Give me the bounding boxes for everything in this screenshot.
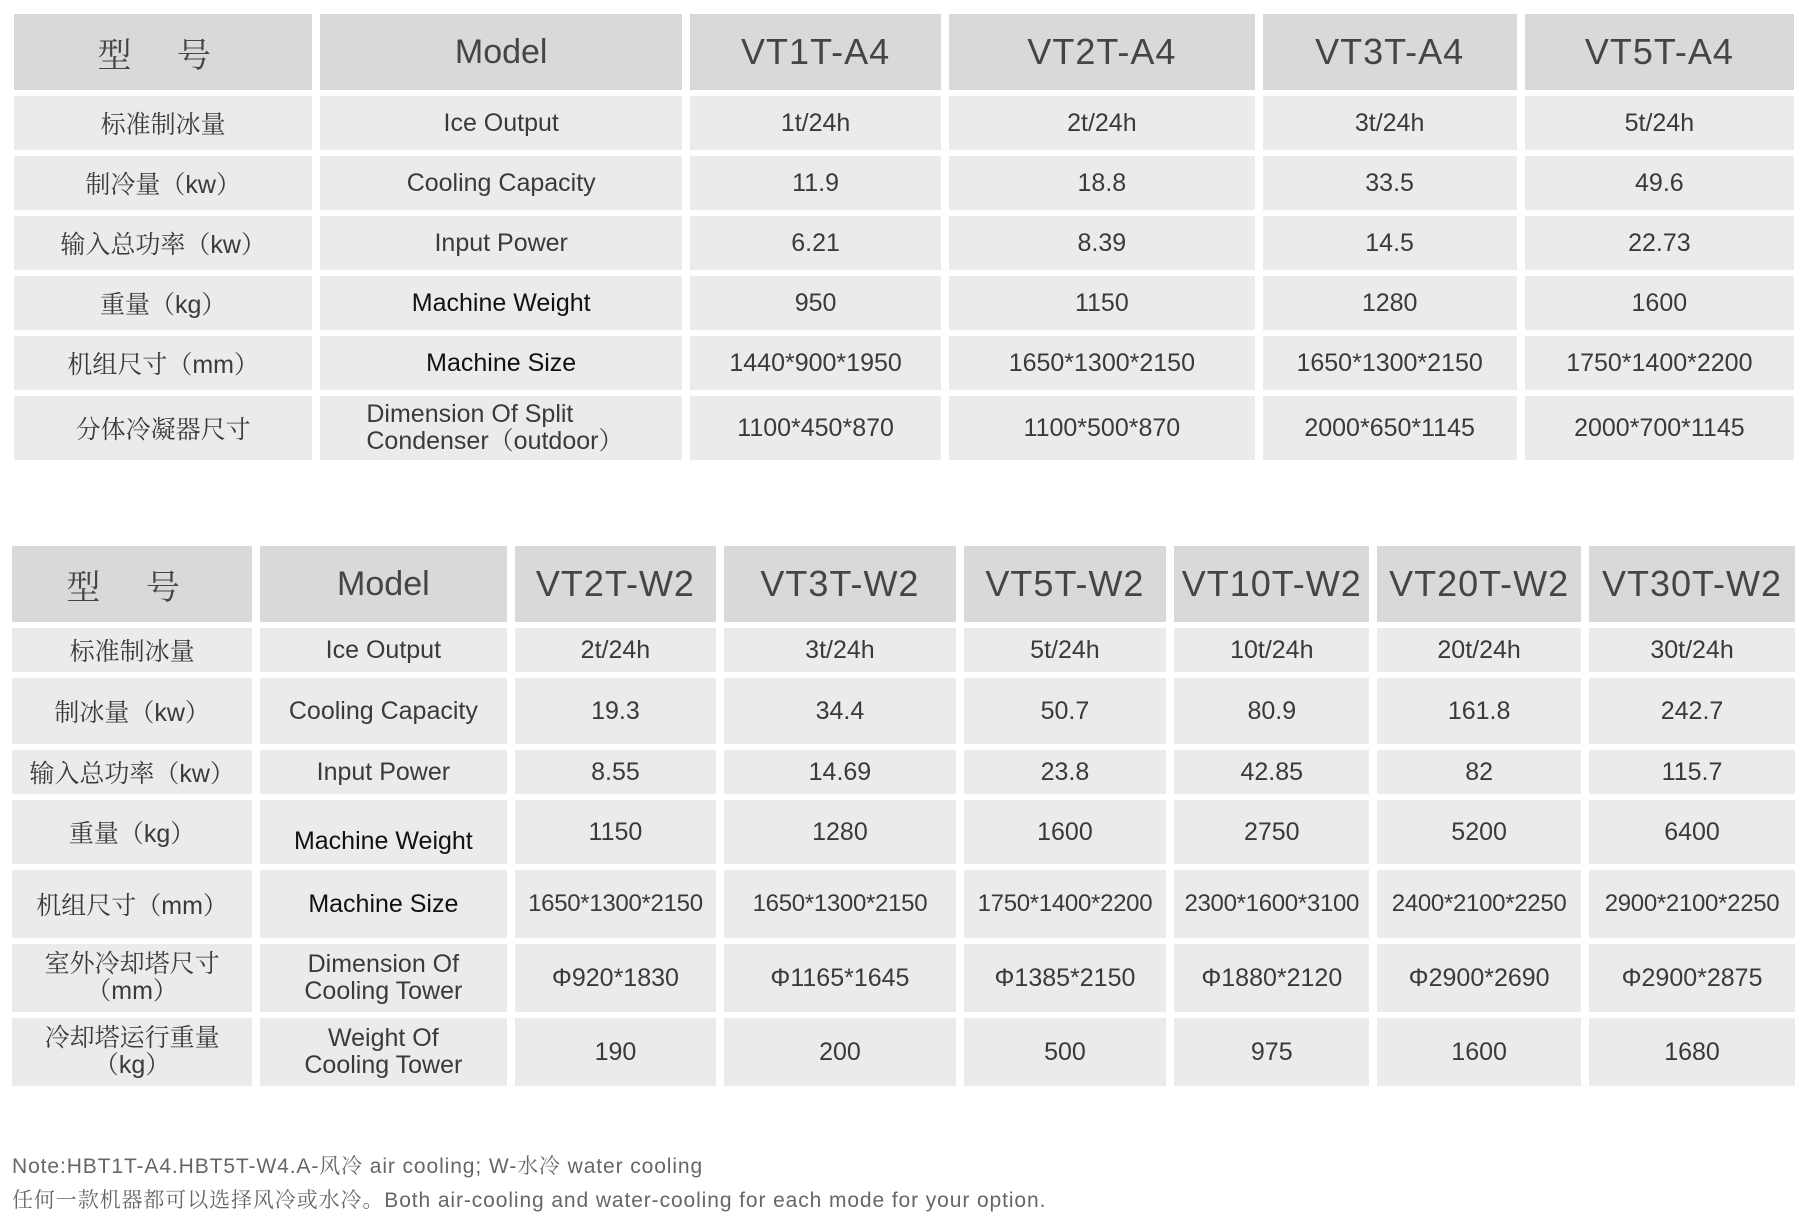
row-en-label: Machine Size xyxy=(260,870,506,938)
table-cell: 1650*1300*2150 xyxy=(515,870,717,938)
row-cn-label: 重量（kg） xyxy=(14,276,312,330)
table-row-cooling-tower-weight xyxy=(12,1018,1795,1086)
row-cn-label: 分体冷凝器尺寸 xyxy=(14,396,312,460)
row-en-label-line1: Weight Of xyxy=(328,1024,439,1052)
row-en-label xyxy=(260,944,506,1012)
table-cell: 3t/24h xyxy=(1263,96,1517,150)
table-cell: 500 xyxy=(964,1018,1167,1086)
table-cell: 33.5 xyxy=(1263,156,1517,210)
model-header-vt1t-a4: VT1T-A4 xyxy=(690,14,941,90)
header-en-label: Model xyxy=(260,546,506,622)
table-cell: 2900*2100*2250 xyxy=(1589,870,1795,938)
row-en-label: Cooling Capacity xyxy=(320,156,682,210)
row-en-label: Machine Weight xyxy=(320,276,682,330)
table-cell: 161.8 xyxy=(1377,678,1581,744)
table-cell: 11.9 xyxy=(690,156,941,210)
row-en-label: Ice Output xyxy=(260,628,506,672)
table-cell: 975 xyxy=(1174,1018,1369,1086)
row-cn-label-line1: 室外冷却塔尺寸 xyxy=(44,950,220,978)
table-cell: 1600 xyxy=(1377,1018,1581,1086)
model-header-vt10t-w2: VT10T-W2 xyxy=(1174,546,1369,622)
row-cn-label: 重量（kg） xyxy=(12,800,252,864)
table-cell: Φ920*1830 xyxy=(515,944,717,1012)
row-en-label-line2: Cooling Tower xyxy=(304,1051,463,1079)
row-cn-label: 输入总功率（kw） xyxy=(14,216,312,270)
table-cell: 200 xyxy=(724,1018,955,1086)
row-en-label: Cooling Capacity xyxy=(260,678,506,744)
row-en-label xyxy=(320,396,682,460)
row-cn-label-line1: 冷却塔运行重量 xyxy=(44,1024,220,1052)
table-header-row xyxy=(14,14,1794,90)
table-row-ice-output xyxy=(12,628,1795,672)
table-cell: 3t/24h xyxy=(724,628,955,672)
table-cell: 1650*1300*2150 xyxy=(949,336,1254,390)
table-row-machine-weight xyxy=(12,800,1795,864)
note-line-option: 任何一款机器都可以选择风冷或水冷。Both air-cooling and water-cooling for each mode for your option. xyxy=(12,1189,1047,1212)
table-cell: 23.8 xyxy=(964,750,1167,794)
table-cell: 242.7 xyxy=(1589,678,1795,744)
table-cell: 6400 xyxy=(1589,800,1795,864)
table-cell: 2750 xyxy=(1174,800,1369,864)
table-cell: 19.3 xyxy=(515,678,717,744)
table-cell: 30t/24h xyxy=(1589,628,1795,672)
model-header-vt3t-w2: VT3T-W2 xyxy=(724,546,955,622)
row-en-label-line2: Cooling Tower xyxy=(304,977,463,1005)
table-cell: 1t/24h xyxy=(690,96,941,150)
table-cell: 2t/24h xyxy=(515,628,717,672)
table-row-cooling-capacity xyxy=(12,678,1795,744)
table-cell: Φ2900*2690 xyxy=(1377,944,1581,1012)
table-cell: 42.85 xyxy=(1174,750,1369,794)
row-cn-label: 标准制冰量 xyxy=(14,96,312,150)
table-cell: 82 xyxy=(1377,750,1581,794)
row-cn-label-line2: （mm） xyxy=(86,977,178,1005)
row-en-label: Input Power xyxy=(260,750,506,794)
table-cell: 50.7 xyxy=(964,678,1167,744)
header-cn-label: 型 号 xyxy=(12,546,252,622)
table-row-machine-size xyxy=(14,336,1794,390)
table-cell: 22.73 xyxy=(1525,216,1794,270)
table-cell: 1650*1300*2150 xyxy=(724,870,955,938)
table-cell: 1600 xyxy=(964,800,1167,864)
table-cell: 5200 xyxy=(1377,800,1581,864)
spec-table-air-cooled xyxy=(6,8,1802,466)
table-cell: 8.55 xyxy=(515,750,717,794)
table-row-ice-output xyxy=(14,96,1794,150)
model-header-vt20t-w2: VT20T-W2 xyxy=(1377,546,1581,622)
table-cell: 1280 xyxy=(1263,276,1517,330)
table-cell: 1150 xyxy=(515,800,717,864)
table-cell: 1600 xyxy=(1525,276,1794,330)
table-row-input-power xyxy=(14,216,1794,270)
table-cell: 6.21 xyxy=(690,216,941,270)
table-cell: 1100*500*870 xyxy=(949,396,1254,460)
table-cell: 1680 xyxy=(1589,1018,1795,1086)
table-cell: 18.8 xyxy=(949,156,1254,210)
table-cell: 8.39 xyxy=(949,216,1254,270)
row-en-label: Machine Weight xyxy=(260,800,506,864)
table-cell: 2000*700*1145 xyxy=(1525,396,1794,460)
model-header-vt30t-w2: VT30T-W2 xyxy=(1589,546,1795,622)
row-cn-label xyxy=(12,1018,252,1086)
row-cn-label: 机组尺寸（mm） xyxy=(12,870,252,938)
note-line-cooling-types: Note:HBT1T-A4.HBT5T-W4.A-风冷 air cooling; W-水冷 water cooling xyxy=(12,1155,704,1178)
table-header-row xyxy=(12,546,1795,622)
row-en-label-line2: Condenser（outdoor） xyxy=(366,427,624,455)
footnotes xyxy=(12,1150,1046,1218)
table-cell: 1750*1400*2200 xyxy=(964,870,1167,938)
row-cn-label-line2: （kg） xyxy=(93,1051,171,1079)
table-cell: 2400*2100*2250 xyxy=(1377,870,1581,938)
row-cn-label xyxy=(12,944,252,1012)
table-cell: 34.4 xyxy=(724,678,955,744)
table-cell: Φ1880*2120 xyxy=(1174,944,1369,1012)
model-header-vt2t-a4: VT2T-A4 xyxy=(949,14,1254,90)
row-cn-label: 制冰量（kw） xyxy=(12,678,252,744)
table-row-machine-size xyxy=(12,870,1795,938)
model-header-vt2t-w2: VT2T-W2 xyxy=(515,546,717,622)
table-cell: 14.69 xyxy=(724,750,955,794)
table-cell: 950 xyxy=(690,276,941,330)
table-cell: Φ1165*1645 xyxy=(724,944,955,1012)
table-cell: 5t/24h xyxy=(1525,96,1794,150)
table-cell: 5t/24h xyxy=(964,628,1167,672)
row-cn-label: 制冷量（kw） xyxy=(14,156,312,210)
model-header-vt3t-a4: VT3T-A4 xyxy=(1263,14,1517,90)
row-cn-label: 标准制冰量 xyxy=(12,628,252,672)
table-cell: 10t/24h xyxy=(1174,628,1369,672)
table-row-machine-weight xyxy=(14,276,1794,330)
table-row-input-power xyxy=(12,750,1795,794)
table-cell: 2300*1600*3100 xyxy=(1174,870,1369,938)
table-cell: 80.9 xyxy=(1174,678,1369,744)
row-cn-label: 机组尺寸（mm） xyxy=(14,336,312,390)
table-cell: 1440*900*1950 xyxy=(690,336,941,390)
table-cell: 2t/24h xyxy=(949,96,1254,150)
model-header-vt5t-a4: VT5T-A4 xyxy=(1525,14,1794,90)
table-cell: Φ2900*2875 xyxy=(1589,944,1795,1012)
table-cell: 1100*450*870 xyxy=(690,396,941,460)
table-cell: 190 xyxy=(515,1018,717,1086)
header-cn-label: 型 号 xyxy=(14,14,312,90)
table-cell: 49.6 xyxy=(1525,156,1794,210)
row-en-label-line1: Dimension Of Split xyxy=(366,400,574,428)
row-en-label-line1: Dimension Of xyxy=(307,950,460,978)
header-en-label: Model xyxy=(320,14,682,90)
row-en-label: Machine Size xyxy=(320,336,682,390)
spec-table-water-cooled xyxy=(4,540,1803,1092)
table-cell: Φ1385*2150 xyxy=(964,944,1167,1012)
table-row-cooling-tower-dimension xyxy=(12,944,1795,1012)
table-row-condenser-dimension xyxy=(14,396,1794,460)
table-cell: 1150 xyxy=(949,276,1254,330)
model-header-vt5t-w2: VT5T-W2 xyxy=(964,546,1167,622)
table-cell: 115.7 xyxy=(1589,750,1795,794)
row-cn-label: 输入总功率（kw） xyxy=(12,750,252,794)
table-cell: 2000*650*1145 xyxy=(1263,396,1517,460)
table-cell: 1650*1300*2150 xyxy=(1263,336,1517,390)
table-cell: 14.5 xyxy=(1263,216,1517,270)
row-en-label: Ice Output xyxy=(320,96,682,150)
row-en-label: Input Power xyxy=(320,216,682,270)
row-en-label xyxy=(260,1018,506,1086)
table-cell: 1750*1400*2200 xyxy=(1525,336,1794,390)
table-row-cooling-capacity xyxy=(14,156,1794,210)
table-cell: 20t/24h xyxy=(1377,628,1581,672)
table-cell: 1280 xyxy=(724,800,955,864)
